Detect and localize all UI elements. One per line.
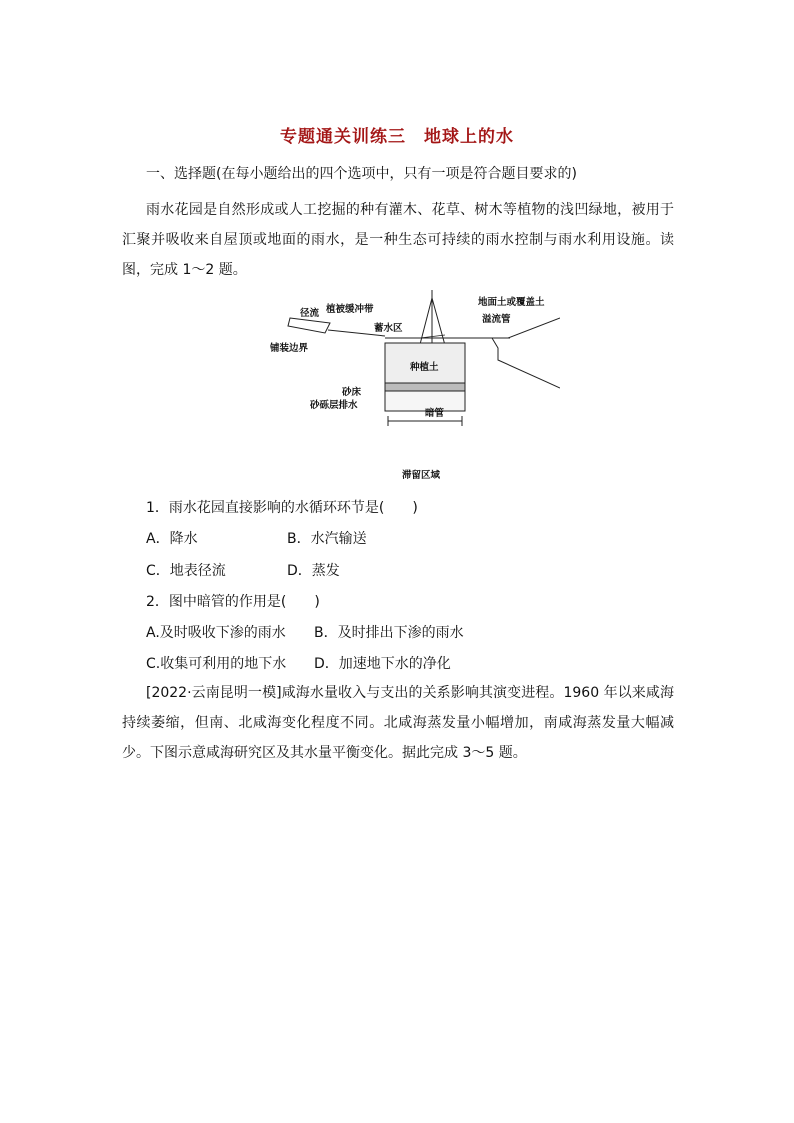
- label-soil-cover: 地面土或覆盖土: [478, 297, 545, 308]
- label-runoff: 径流: [300, 308, 320, 319]
- q1-option-a: A．降水: [146, 531, 198, 547]
- q2-option-c: C.收集可利用的地下水: [146, 656, 287, 672]
- q2-option-d: D．加速地下水的净化: [314, 656, 451, 672]
- q2-option-a: A.及时吸收下渗的雨水: [146, 625, 286, 641]
- label-gravel: 砂砾层排水: [310, 400, 358, 411]
- label-retention: 滞留区域: [402, 470, 441, 481]
- label-sand: 砂床: [342, 387, 362, 398]
- label-overflow: 溢流管: [482, 314, 511, 325]
- label-planting-soil: 种植土: [410, 362, 439, 373]
- page-title: 专题通关训练三 地球上的水: [280, 127, 514, 147]
- intro-paragraph-1: 雨水花园是自然形成或人工挖掘的种有灌木、花草、树木等植物的浅凹绿地，被用于汇聚并吸收来自屋顶或地面的雨水，是一种生态可持续的雨水控制与雨水利用设施。读图，完成 1～2 题。: [122, 202, 674, 278]
- q1-option-c: C．地表径流: [146, 563, 226, 579]
- question-1-stem: 1．雨水花园直接影响的水循环环节是( ): [146, 500, 418, 516]
- label-pipe: 暗管: [425, 408, 445, 419]
- label-storage: 蓄水区: [374, 323, 403, 334]
- q1-option-d: D．蒸发: [287, 563, 340, 579]
- question-2-stem: 2．图中暗管的作用是( ): [146, 594, 320, 610]
- rain-garden-diagram: [270, 288, 560, 484]
- label-buffer: 植被缓冲带: [326, 304, 374, 315]
- section-heading: 一、选择题(在每小题给出的四个选项中，只有一项是符合题目要求的): [146, 166, 577, 182]
- intro-paragraph-2: [2022·云南昆明一模]咸海水量收入与支出的关系影响其演变进程。1960 年以来咸海持续萎缩，但南、北咸海变化程度不同。北咸海蒸发量小幅增加，南咸海蒸发量大幅减少。下图示意咸海研究区及其水量平衡变化。据此完成 3～5 题。: [122, 685, 674, 761]
- q1-option-b: B．水汽输送: [287, 531, 367, 547]
- label-paving: 铺装边界: [270, 343, 309, 354]
- q2-option-b: B．及时排出下渗的雨水: [314, 625, 464, 641]
